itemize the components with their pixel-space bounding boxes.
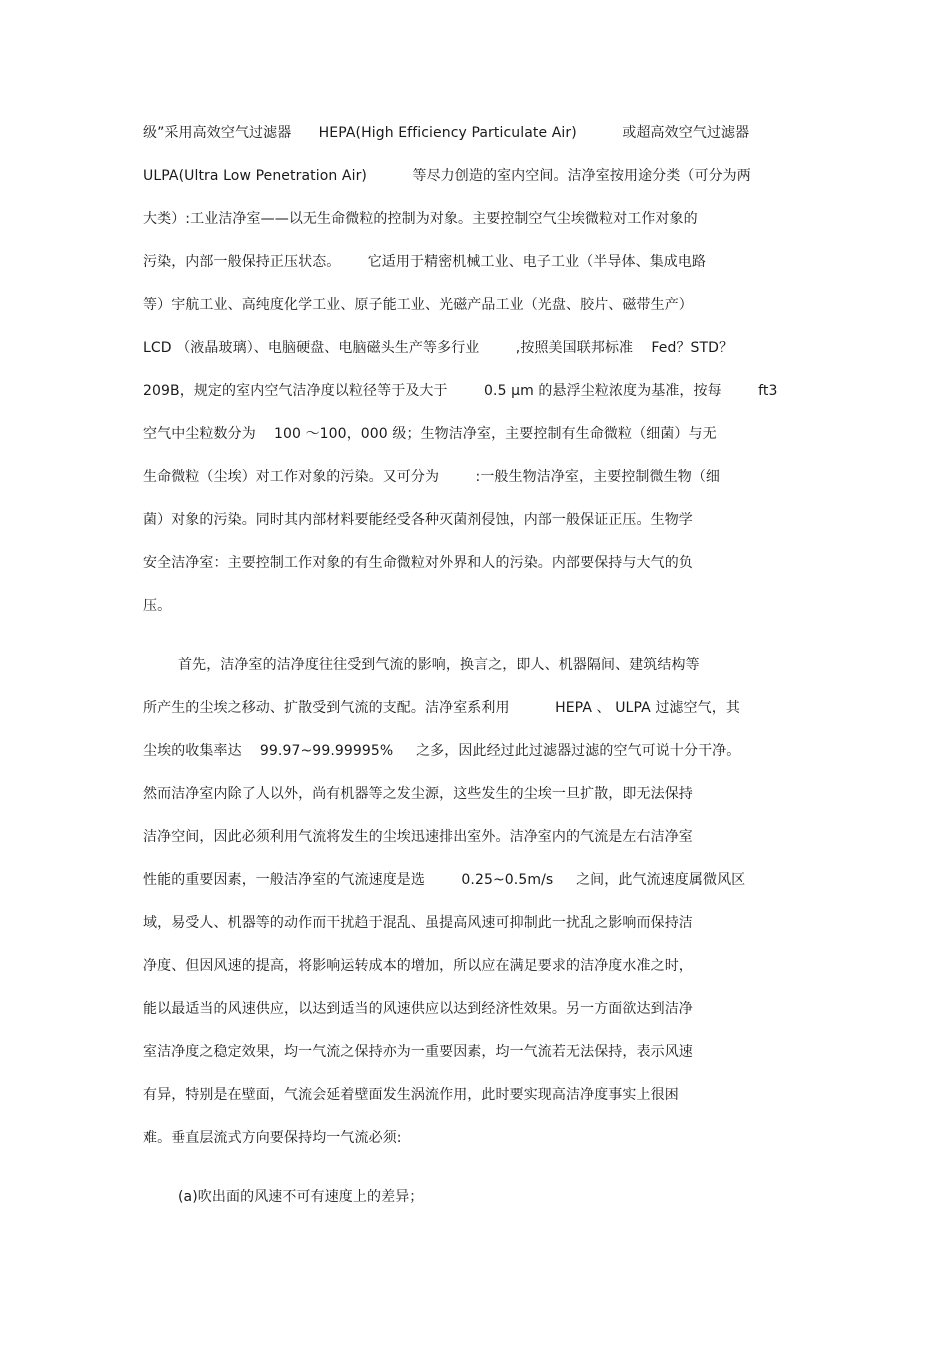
text-line: 性能的重要因素，一般洁净室的气流速度是选 0.25~0.5m/s 之间，此气流速度属微风区 [143, 872, 746, 888]
text-line: 室洁净度之稳定效果，均一气流之保持亦为一重要因素，均一气流若无法保持，表示风速 [143, 1044, 693, 1060]
text-line: 空气中尘粒数分为 100 ～100，000 级；生物洁净室，主要控制有生命微粒（细菌）与无 [143, 426, 717, 442]
text-line: 压。 [143, 598, 172, 614]
text-line: 生命微粒（尘埃）对工作对象的污染。又可分为 :一般生物洁净室，主要控制微生物（细 [143, 469, 721, 485]
text-line: 净度、但因风速的提高，将影响运转成本的增加，所以应在满足要求的洁净度水准之时， [143, 958, 693, 974]
text-line: 域，易受人、机器等的动作而干扰趋于混乱、虽提高风速可抑制此一扰乱之影响而保持洁 [143, 915, 693, 931]
text-line: 有异，特别是在壁面，气流会延着壁面发生涡流作用，此时要实现高洁净度事实上很困 [143, 1087, 679, 1103]
text-line: 然而洁净室内除了人以外，尚有机器等之发尘源，这些发生的尘埃一旦扩散，即无法保持 [143, 786, 693, 802]
text-line: 难。垂直层流式方向要保持均一气流必须: [143, 1130, 402, 1146]
text-line: 洁净空间，因此必须利用气流将发生的尘埃迅速排出室外。洁净室内的气流是左右洁净室 [143, 829, 693, 845]
text-line: 菌）对象的污染。同时其内部材料要能经受各种灭菌剂侵蚀，内部一般保证正压。生物学 [143, 512, 693, 528]
text-line: 大类）:工业洁净室——以无生命微粒的控制为对象。主要控制空气尘埃微粒对工作对象的 [143, 211, 698, 227]
text-line: 等）宇航工业、高纯度化学工业、原子能工业、光磁产品工业（光盘、胶片、磁带生产） [143, 297, 693, 313]
text-line: LCD （液晶玻璃）、电脑硬盘、电脑磁头生产等多行业 ,按照美国联邦标准 Fed？STD？ [143, 340, 734, 356]
text-line: 安全洁净室：主要控制工作对象的有生命微粒对外界和人的污染。内部要保持与大气的负 [143, 555, 693, 571]
text-line: 所产生的尘埃之移动、扩散受到气流的支配。洁净室系利用 HEPA 、 ULPA 过滤空气，其 [143, 700, 740, 716]
text-line: 级”采用高效空气过滤器 HEPA(High Efficiency Particulate Air) 或超高效空气过滤器 [143, 125, 750, 141]
text-line: 污染，内部一般保持正压状态。 它适用于精密机械工业、电子工业（半导体、集成电路 [143, 254, 707, 270]
text-line: 能以最适当的风速供应，以达到适当的风速供应以达到经济性效果。另一方面欲达到洁净 [143, 1001, 693, 1017]
text-line: 首先，洁净室的洁净度往往受到气流的影响，换言之，即人、机器隔间、建筑结构等 [178, 657, 700, 673]
text-line: ULPA(Ultra Low Penetration Air) 等尽力创造的室内空间。洁净室按用途分类（可分为两 [143, 168, 751, 184]
text-line: (a)吹出面的风速不可有速度上的差异； [178, 1189, 424, 1205]
text-line: 209B，规定的室内空气洁净度以粒径等于及大于 0.5 μm 的悬浮尘粒浓度为基准，按每 ft3 [143, 383, 778, 399]
text-line: 尘埃的收集率达 99.97~99.99995% 之多，因此经过此过滤器过滤的空气可说十分干净。 [143, 743, 741, 759]
